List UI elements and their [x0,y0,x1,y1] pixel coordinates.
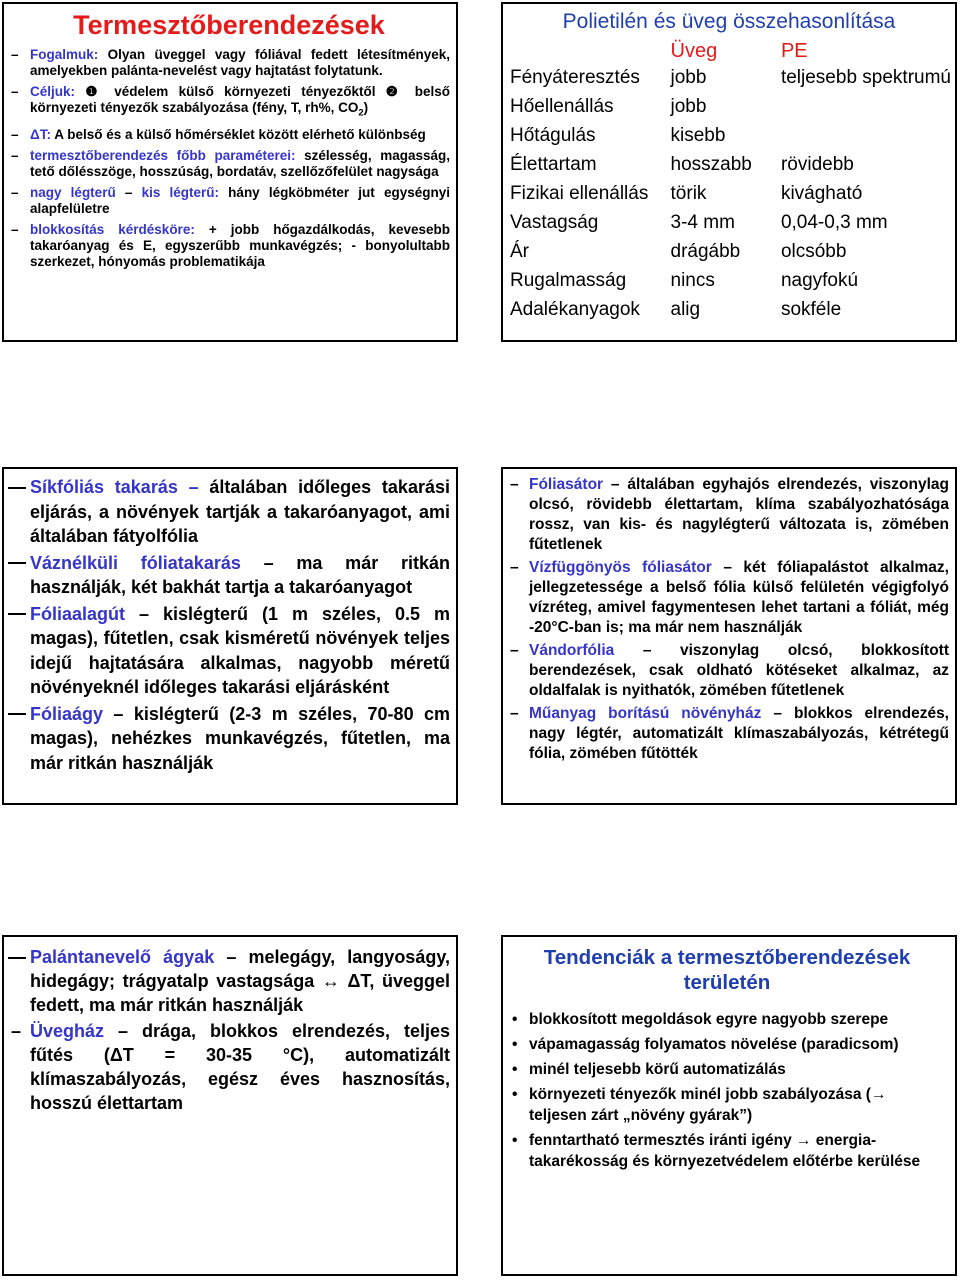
delta-t-item [8,127,450,143]
table-row [510,208,951,237]
vandorfolia-label: Vándorfólia [529,642,615,659]
palantanevelo-label: Palántanevelő ágyak [30,947,215,967]
list-item: • minél teljesebb körű automatizálás [507,1059,947,1080]
slide-foliatakaras [2,467,458,805]
row-uveg-value: kisebb [670,124,726,146]
fogalmuk-item [8,47,450,79]
table-row [510,92,951,121]
legter-item [8,185,450,217]
vizfuggonyos-label: Vízfüggönyös fóliasátor [529,559,712,576]
row-uveg-value: hosszabb [670,153,752,175]
table-row [510,266,951,295]
slide-foliasator [501,467,957,805]
slide-comparison [501,2,957,342]
row-pe-value: nagyfokú [780,269,859,291]
blokkositas-item [8,222,450,270]
row-pe-value: sokféle [780,298,842,320]
fogalmuk-text: Olyan üveggel vagy fóliával fedett létesítmények, amelyekben palánta-nevelést vagy hajtatást folytatunk. [30,47,450,78]
uveghaz-label: Üvegház [30,1021,105,1041]
muanyag-novenyhaz-text: – blokkos elrendezés, nagy légtér, automatizált klímaszabályozás, kétrétegű fólia, zömében fűtötték [529,705,949,762]
slide1-title: Termesztőberendezések [73,10,385,40]
comparison-header-row [510,40,951,63]
parameters-label: termesztőberendezés főbb paraméterei: [30,147,296,163]
row-property: Rugalmasság [510,269,627,291]
row-property: Hőtágulás [510,124,596,146]
sikfolias-label: Síkfóliás takarás – [30,477,199,497]
row-uveg-value: nincs [670,269,715,291]
row-pe-value: olcsóbb [780,240,847,262]
slide-palantaneveles-uveghaz [2,935,458,1276]
sikfolias-text: általában időleges takarási eljárás, a növények tartják a takaróanyagot, ami általában fátyolfólia [30,477,450,546]
list-item: • környezeti tényezők minél jobb szabályozása (→ teljesen zárt „növény gyárak”) [507,1084,947,1126]
vandorfolia-item [507,641,949,701]
foliaagy-text: – kislégterű (2-3 m széles, 70-80 cm magas), nehézkes munkavégzés, fűtetlen, ma már ritkán használják [30,703,450,773]
row-uveg-value: jobb [670,95,707,117]
vandorfolia-text: – viszonylag olcsó, blokkosított berendezések, csak oldható kötéseket alkalmaz, az oldalfalak is nyithatók, zömében fűtetlenek [529,642,949,699]
row-pe-value: teljesebb spektrumú [780,66,951,88]
sikfolias-item [8,475,450,549]
blokkositas-text: + jobb hőgazdálkodás, kevesebb takaróanyag és E, egyszerűbb munkavégzés; - bonyolultabb szerkezet, hónyomás problematikája [30,221,451,269]
legter-text: hány légköbméter jut egységnyi alapfelületre [30,184,451,216]
parameters-item [8,148,450,180]
table-row [510,179,951,208]
row-uveg-value: alig [670,298,701,320]
column-uveg: Üveg [670,40,718,62]
legter-separator: – [115,184,142,200]
delta-t-label: ΔT: [30,126,51,142]
uveghaz-text: – drága, blokkos elrendezés, teljes fűtés (ΔT = 30-35 °C), automatizált klímaszabályozás, egész éves hasznosítás, hosszú élettartam [30,1021,450,1113]
parameters-text: szélesség, magasság, tető dőlésszöge, hosszúság, bordatáv, szellőzőfelület nagysága [30,147,450,179]
row-property: Hőellenállás [510,95,614,117]
row-property: Fényáteresztés [510,66,640,88]
legter-label-1: nagy légterű [30,184,116,200]
uveghaz-item [8,1019,450,1115]
table-row [510,63,951,92]
fogalmuk-label: Fogalmuk: [30,47,99,62]
foliaalagut-label: Fóliaalagút [30,603,126,624]
co2-subscript: 2 [358,107,364,119]
muanyag-novenyhaz-label: Műanyag borítású növényház [529,705,762,722]
row-pe-value [781,121,951,150]
slide2-title: Polietilén és üveg összehasonlítása [562,10,896,33]
foliaalagut-item [8,602,450,700]
celjuk-text-2: belső környezeti tényezők szabályozása (fény, T, rh%, CO [30,84,450,115]
table-row [510,150,951,179]
foliasator-text: – általában egyhajós elrendezés, viszonylag olcsó, rövidebb élettartam, klíma szabályozhatósága rossz, van kis- és nagylégterű változata is, zömében fűtetlenek [529,476,949,553]
slide6-title: Tendenciák a termesztőberendezések területén [543,946,911,994]
row-property: Fizikai ellenállás [510,182,649,204]
table-row [510,237,951,266]
celjuk-item [8,84,450,122]
list-item: • fenntartható termesztés iránti igény → energia-takarékosság és környezetvédelem előtérbe kerülése [507,1130,947,1172]
row-uveg-value: törik [670,182,707,204]
vizfuggonyos-item [507,558,949,638]
legter-label-2: kis légterű: [141,184,220,200]
column-pe: PE [780,40,808,62]
vaznelkuli-item [8,551,450,600]
row-property: Élettartam [510,153,597,175]
row-property: Vastagság [510,211,599,233]
foliaagy-item [8,702,450,776]
table-row [510,121,951,150]
table-row [510,295,951,324]
celjuk-text-1: védelem külső környezeti tényezőktől [103,84,386,99]
row-uveg-value: jobb [670,66,707,88]
celjuk-number-2: ❷ [385,84,405,99]
row-uveg-value: drágább [670,240,741,262]
list-item: • vápamagasság folyamatos növelése (paradicsom) [507,1034,947,1055]
celjuk-text-3: ) [363,100,369,115]
slide-tendenciak [501,935,957,1276]
delta-t-text: A belső és a külső hőmérséklet között elérhető különbség [50,126,426,142]
palantanevelo-text: – melegágy, langyoságy, hidegágy; trágyatalp vastagsága ↔ ΔT, üveggel fedett, ma már ritkán használják [30,947,450,1015]
row-uveg-value: 3-4 mm [670,211,735,233]
foliaalagut-text: – kislégterű (1 m széles, 0.5 m magas), fűtetlen, csak kisméretű növények teljes idejű hajtatására alkalmas, nagyobb méretű növényeknél időleges takarási eljárásként [30,603,450,697]
row-property: Ár [510,240,529,262]
celjuk-label: Céljuk: [30,84,76,99]
foliaagy-label: Fóliaágy [30,703,104,724]
row-pe-value: kivágható [780,182,863,204]
palantanevelo-item [8,945,450,1017]
blokkositas-label: blokkosítás kérdésköre: [30,221,195,237]
vizfuggonyos-text: – két fóliapalástot alkalmaz, jellegzetessége a belső fólia külső felületén végigfolyó vízréteg, amivel fagymentesen lehet tartani a fóliát, még -20°C-ban is; ma már nem használják [529,559,949,636]
foliasator-item [507,475,949,555]
row-pe-value [781,92,951,121]
muanyag-novenyhaz-item [507,704,949,764]
row-pe-value: 0,04-0,3 mm [780,211,888,233]
row-property: Adalékanyagok [510,298,640,320]
vaznelkuli-label: Váznélküli fóliatakarás [30,552,241,573]
celjuk-number-1: ❶ [85,84,104,99]
foliasator-label: Fóliasátor [529,476,604,493]
comparison-table [510,40,951,324]
row-pe-value: rövidebb [780,153,854,175]
slide-termesztoberendezesek [2,2,458,342]
vaznelkuli-text: – ma már ritkán használják, két bakhát tartja a takaróanyagot [30,552,450,597]
list-item: • blokkosított megoldások egyre nagyobb szerepe [507,1009,947,1030]
